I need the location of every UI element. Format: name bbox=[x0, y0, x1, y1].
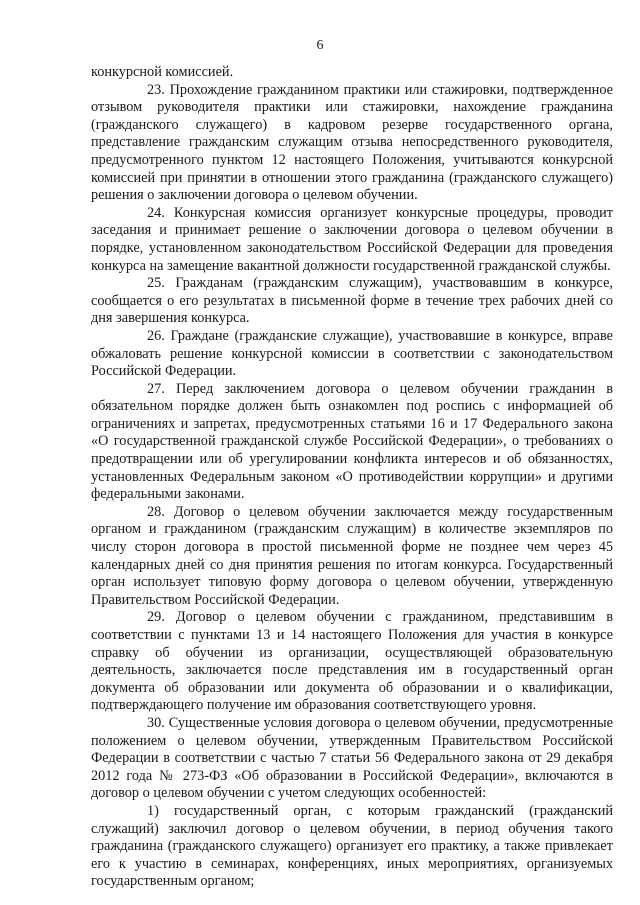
paragraph-26: 26. Граждане (гражданские служащие), участвовавшие в конкурсе, вправе обжаловать решение конкурсной комиссии в соответствии с законодательством Российской Федерации. bbox=[91, 327, 613, 380]
paragraph-27: 27. Перед заключением договора о целевом обучении гражданин в обязательном порядке должен быть ознакомлен под роспись с информацией об ограничениях и запретах, предусмотренных статьями 16 и 17 Федерального закона «О государственной гражданской службе Российской Федерации», о требованиях о предотвращении или об урегулировании конфликта интересов и об обязанностях, установленных Федеральным законом «О противодействии коррупции» и другими федеральными законами. bbox=[91, 380, 613, 503]
paragraph-28: 28. Договор о целевом обучении заключается между государственным органом и гражданином (гражданским служащим) в количестве экземпляров по числу сторон договора в простой письменной форме не позднее чем через 45 календарных дней со дня принятия решения по итогам конкурса. Государственный орган использует типовую форму договора о целевом обучении, утвержденную Правительством Российской Федерации. bbox=[91, 503, 613, 608]
paragraph-continuation: конкурсной комиссией. bbox=[91, 64, 234, 80]
paragraph-30-item-1: 1) государственный орган, с которым гражданский (гражданский служащий) заключил договор о целевом обучении, в период обучения такого гражданина (гражданского служащего) организует его практику, а также привлекает его к участию в семинарах, конференциях, иных мероприятиях, организуемых государственным органом; bbox=[91, 802, 613, 890]
paragraph-30: 30. Существенные условия договора о целевом обучении, предусмотренные положением о целевом обучении, утвержденным Правительством Российской Федерации в соответствии с частью 7 статьи 56 Федерального закона от 29 декабря 2012 года № 273-ФЗ «Об образовании в Российской Федерации», включаются в договор о целевом обучении с учетом следующих особенностей: bbox=[91, 714, 613, 802]
page-number: 6 bbox=[316, 38, 324, 53]
paragraph-25: 25. Гражданам (гражданским служащим), участвовавшим в конкурсе, сообщается о его результатах в письменной форме в течение трех рабочих дней со дня завершения конкурса. bbox=[91, 275, 613, 327]
paragraph-29: 29. Договор о целевом обучении с гражданином, представившим в соответствии с пунктами 13 и 14 настоящего Положения для участия в конкурсе справку об обучении из организации, осуществляющей образовательную деятельность, заключается после представления им в государственный орган документа об образовании или документа об образовании и о квалификации, подтверждающего получение им образования соответствующего уровня. bbox=[91, 609, 613, 714]
document-body bbox=[91, 64, 613, 891]
paragraph-23: 23. Прохождение гражданином практики или стажировки, подтвержденное отзывом руководителя практики или стажировки, нахождение гражданина (гражданского служащего) в кадровом резерве государственного органа, представление гражданским служащим отзыва непосредственного руководителя, предусмотренного пунктом 12 настоящего Положения, учитываются конкурсной комиссией при принятии в отношении этого гражданина (гражданского служащего) решения о заключении договора о целевом обучении. bbox=[91, 81, 613, 204]
paragraph-24: 24. Конкурсная комиссия организует конкурсные процедуры, проводит заседания и принимает решение о заключении договора о целевом обучении в порядке, установленном законодательством Российской Федерации для проведения конкурса на замещение вакантной должности государственной гражданской службы. bbox=[91, 204, 613, 274]
